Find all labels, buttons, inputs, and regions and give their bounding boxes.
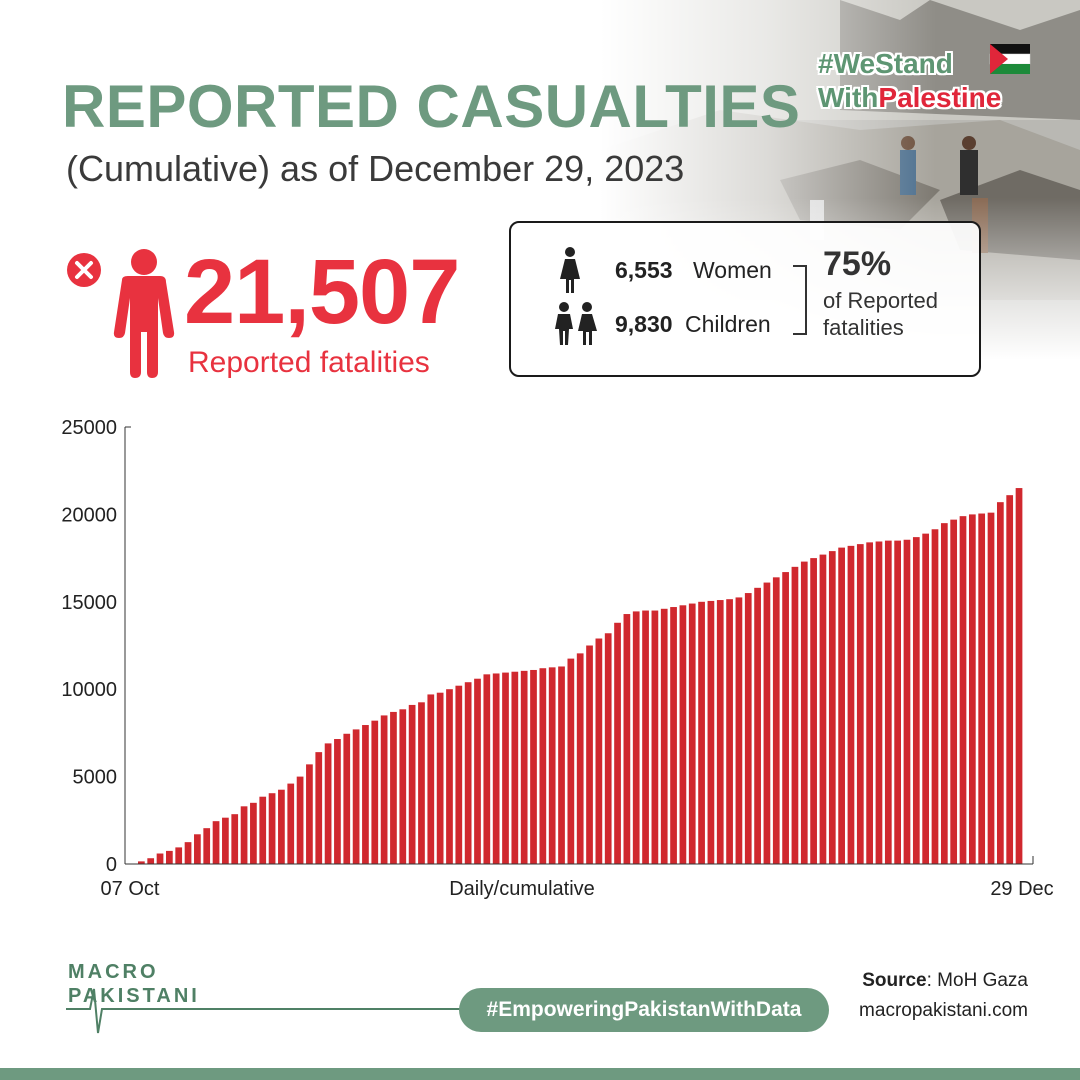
chart-bar [764,583,771,864]
chart-bar [969,514,976,864]
bottom-bar [0,1068,1080,1080]
logo-line2: PAKISTANI [68,985,200,1007]
source-credit [862,970,1028,992]
chart-bar [399,709,406,864]
fatalities-chart [0,400,1080,920]
chart-bar [922,534,929,864]
chart-bar [745,593,752,864]
chart-bar [829,551,836,864]
chart-bar [913,537,920,864]
chart-bar [203,828,210,864]
chart-bar [773,577,780,864]
chart-bar [549,667,556,864]
x-start-label: 07 Oct [100,878,160,900]
children-value: 9,830 [615,311,673,337]
chart-bar [446,689,453,864]
chart-bar [241,806,248,864]
bar-series [138,488,1022,864]
logo-line1: MACRO [68,961,159,983]
fatalities-value: 21,507 [184,241,460,343]
breakdown-box [509,221,981,377]
chart-bar [483,674,490,864]
chart-bar [717,600,724,864]
chart-bar [960,516,967,864]
page-subtitle: (Cumulative) as of December 29, 2023 [66,148,685,189]
woman-icon [559,247,581,293]
chart-bar [782,572,789,864]
chart-bar [633,611,640,864]
chart-bar [409,705,416,864]
chart-bar [381,715,388,864]
campaign-line2-emphasis: Palestine [878,82,1002,113]
source-value: : MoH Gaza [926,970,1028,991]
chart-bar [885,541,892,864]
chart-bar [642,611,649,864]
chart-bar [166,851,173,864]
chart-bar [848,546,855,864]
chart-bar [250,803,257,864]
close-circle-icon [66,252,102,288]
y-tick-label: 25000 [61,417,117,439]
chart-bar [213,821,220,864]
chart-bar [269,793,276,864]
chart-bar [315,752,322,864]
women-value: 6,553 [615,257,673,283]
chart-bar [1006,495,1013,864]
chart-bar [147,858,154,864]
y-tick-label: 0 [105,854,117,876]
chart-bar [175,847,182,864]
chart-bar [904,540,911,864]
chart-bar [530,670,537,864]
chart-bar [736,597,743,864]
chart-bar [418,702,425,864]
chart-bar [754,588,761,864]
y-axis [61,417,131,876]
chart-bar [810,558,817,864]
chart-bar [997,502,1004,864]
y-tick-label: 5000 [72,766,117,789]
chart-bar [334,739,341,864]
chart-bar [932,529,939,864]
fatalities-label: Reported fatalities [188,346,430,379]
chart-bar [596,639,603,864]
chart-bar [941,523,948,864]
chart-bar [437,693,444,864]
chart-bar [465,682,472,864]
chart-bar [194,834,201,864]
chart-bar [521,671,528,864]
chart-bar [325,743,332,864]
children-icon [553,301,599,345]
chart-bar [353,729,360,864]
chart-bar [287,784,294,864]
chart-bar [792,567,799,864]
source-label: Source [862,970,927,991]
campaign-line2 [818,82,1001,114]
chart-bar [502,673,509,864]
chart-bar [614,623,621,864]
campaign-line2-prefix: With [818,82,879,113]
chart-bar [222,818,229,864]
chart-svg [0,400,1080,920]
chart-bar [670,607,677,864]
chart-bar [259,797,266,864]
chart-bar [577,653,584,864]
chart-bar [185,842,192,864]
chart-bar [567,659,574,864]
chart-bar [427,694,434,864]
y-tick-label: 15000 [61,591,117,614]
chart-bar [726,599,733,864]
chart-bar [689,604,696,864]
palestine-flag-icon [986,40,1034,80]
chart-bar [493,673,500,864]
chart-bar [605,633,612,864]
chart-bar [978,514,985,864]
page-title: REPORTED CASUALTIES [62,73,801,140]
y-tick-label: 10000 [61,679,117,702]
chart-bar [801,562,808,864]
chart-bar [390,712,397,864]
chart-bar [455,686,462,864]
chart-bar [362,725,369,864]
chart-bar [652,611,659,864]
chart-bar [708,601,715,864]
children-label: Children [685,311,771,337]
chart-bar [157,854,164,864]
chart-bar [371,721,378,864]
chart-bar [539,668,546,864]
chart-bar [950,520,957,864]
chart-bar [894,541,901,864]
chart-bar [297,777,304,864]
chart-bar [1016,488,1023,864]
chart-bar [343,734,350,864]
chart-bar [474,679,481,864]
macro-pakistani-logo [60,955,200,1040]
chart-bar [231,814,238,864]
bracket-divider [793,265,807,335]
chart-bar [624,614,631,864]
x-end-label: 29 Dec [990,878,1054,900]
chart-bar [866,542,873,864]
website-link[interactable]: macropakistani.com [859,1000,1028,1021]
chart-bar [511,672,518,864]
chart-bar [558,666,565,864]
chart-bar [857,544,864,864]
person-icon [108,248,180,378]
chart-bar [876,541,883,864]
chart-bar [661,609,668,864]
chart-bar [278,790,285,864]
x-axis-title: Daily/cumulative [449,878,595,900]
share-label: of Reported fatalities [823,288,938,340]
campaign-line1: #WeStand [818,48,953,79]
women-label: Women [693,257,772,283]
y-tick-label: 20000 [61,504,117,527]
chart-bar [680,605,687,864]
chart-bar [586,646,593,865]
chart-bar [988,513,995,864]
share-value: 75% [823,245,892,283]
chart-bar [306,764,313,864]
empowering-hashtag-pill: #EmpoweringPakistanWithData [459,988,829,1032]
chart-bar [838,548,845,864]
chart-bar [820,555,827,864]
chart-bar [698,602,705,864]
campaign-hashtag [812,44,1036,120]
